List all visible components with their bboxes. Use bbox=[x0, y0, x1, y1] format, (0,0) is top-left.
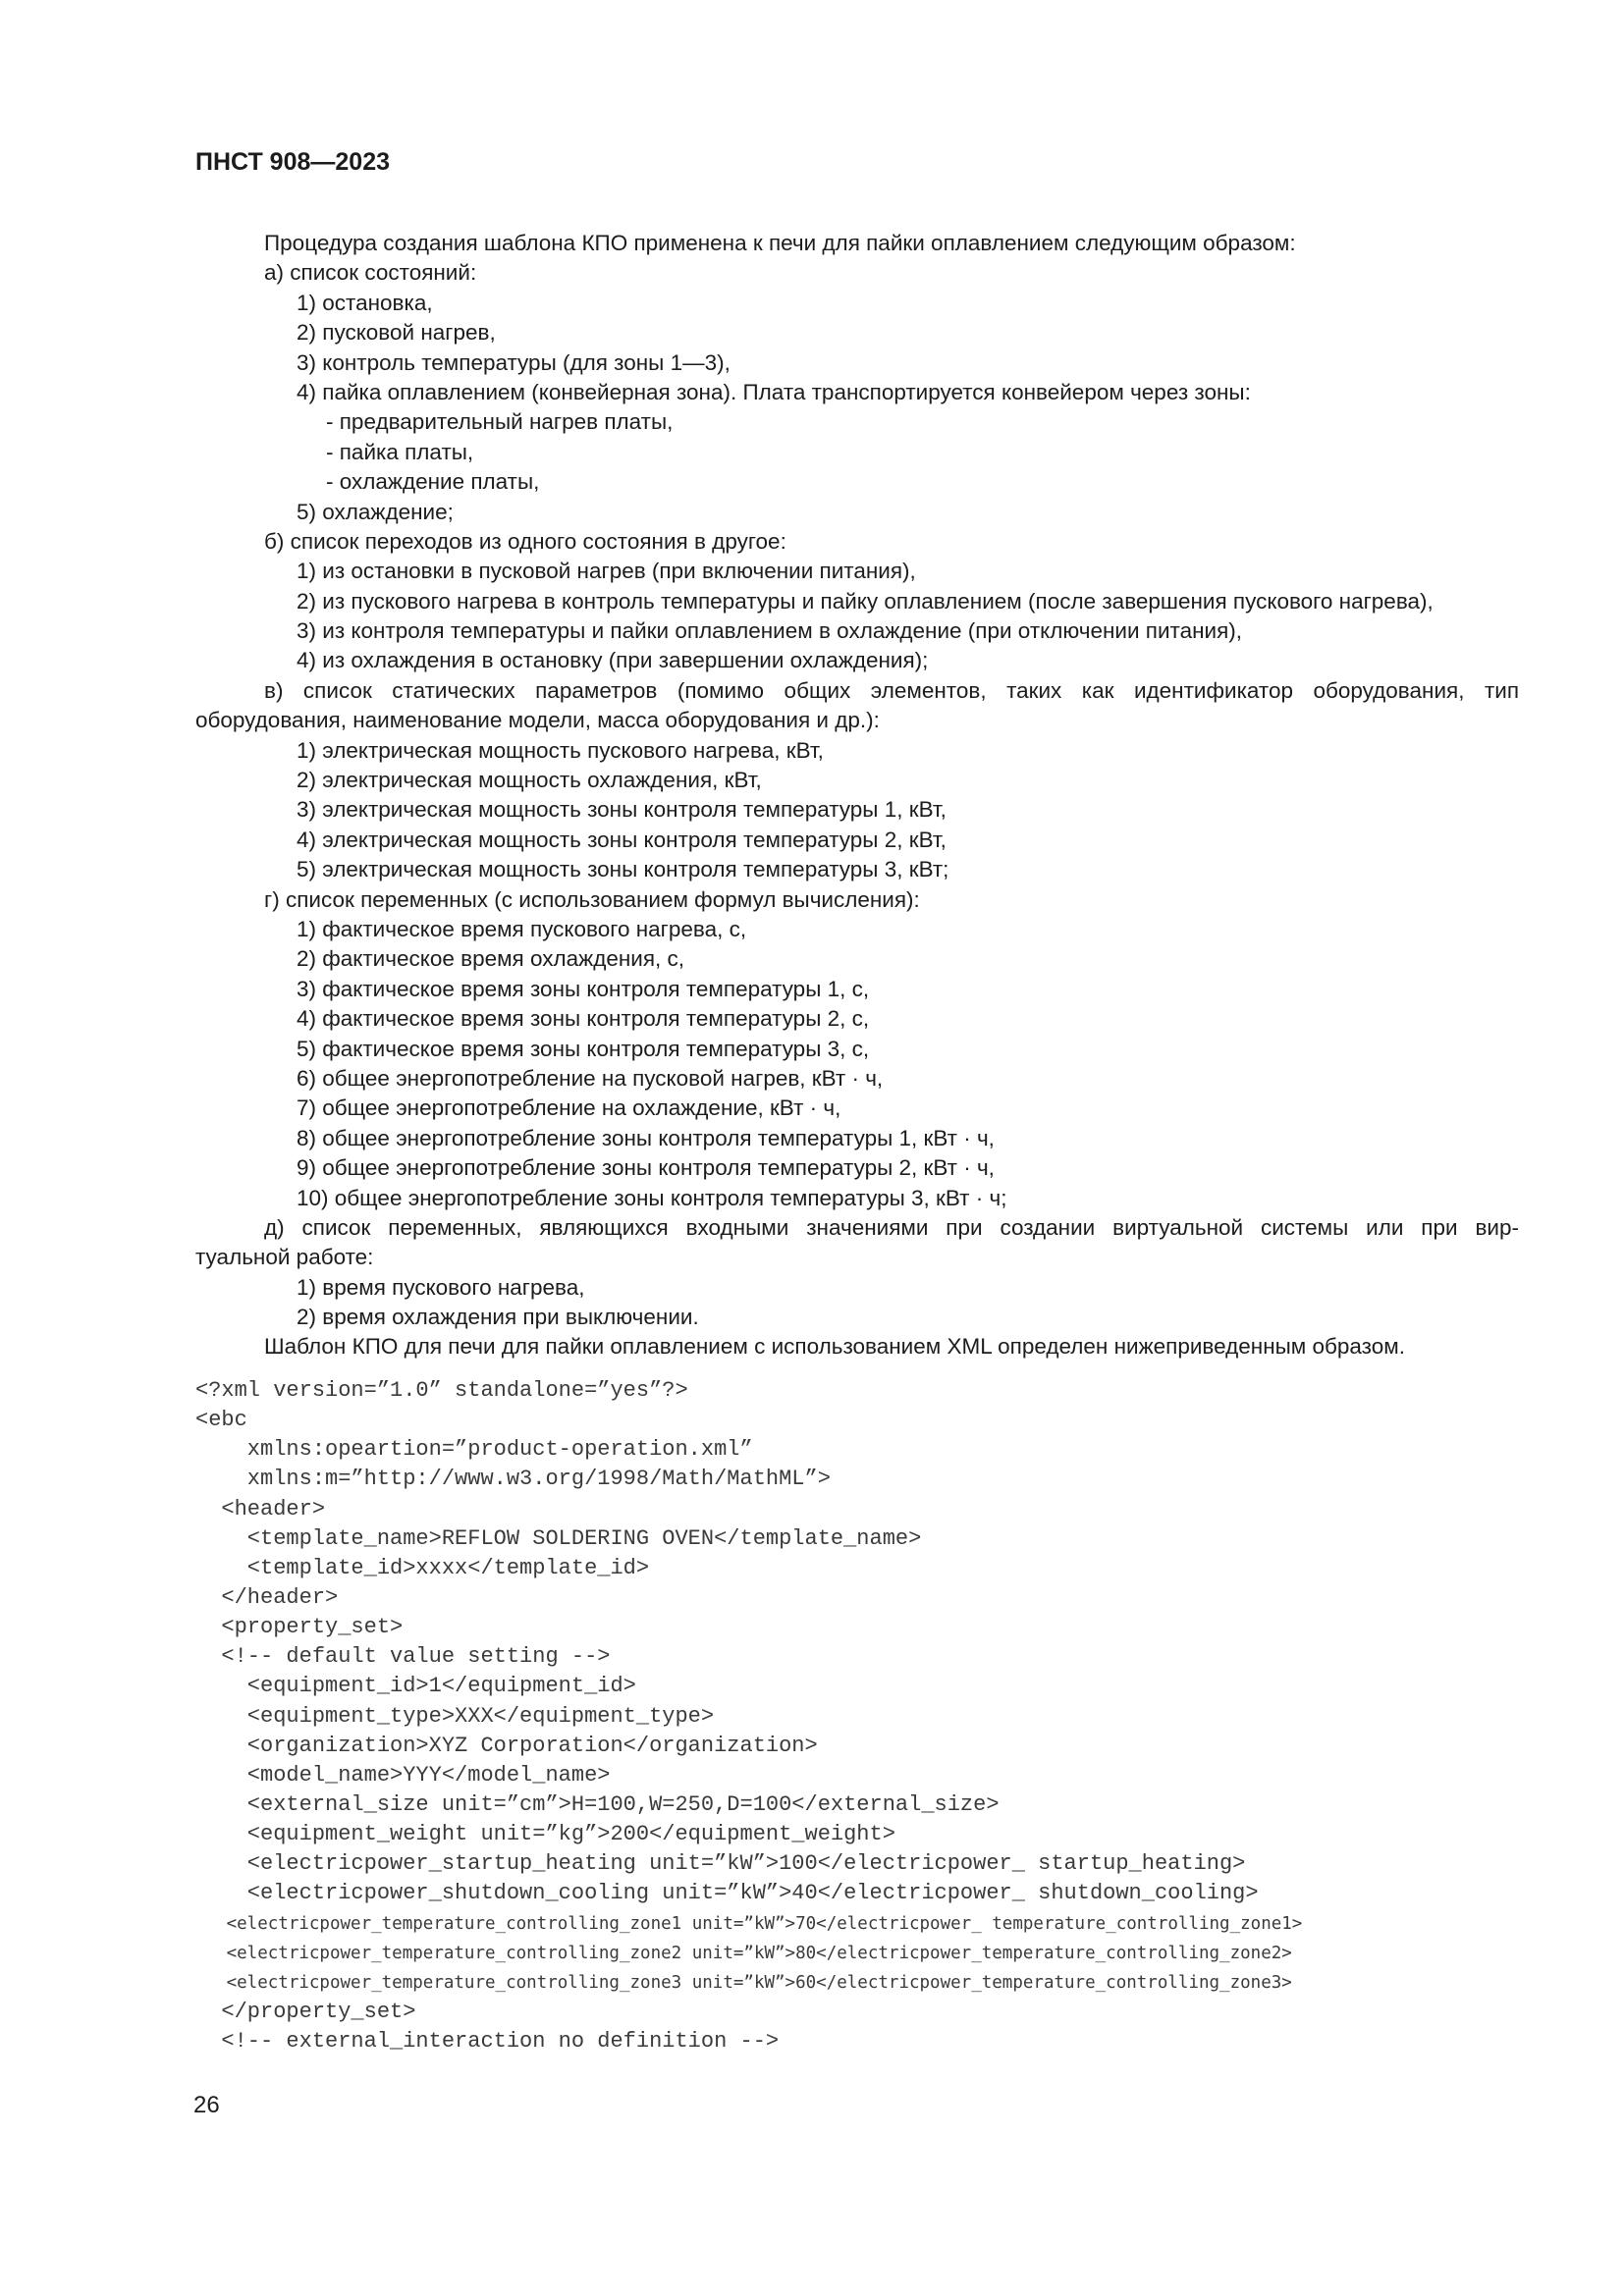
list-item: 5) фактическое время зоны контроля температуры 3, с, bbox=[297, 1036, 870, 1061]
paragraph-intro: Процедура создания шаблона КПО применена к печи для пайки оплавлением следующим образом: bbox=[264, 231, 1296, 255]
code-line: <model_name>YYY</model_name> bbox=[195, 1762, 611, 1788]
list-item: 7) общее энергопотребление на охлаждение, кВт · ч, bbox=[297, 1095, 841, 1121]
code-line: </property_set> bbox=[195, 1999, 416, 2024]
list-item: 9) общее энергопотребление зоны контроля температуры 2, кВт · ч, bbox=[297, 1155, 995, 1181]
page-number: 26 bbox=[193, 2092, 220, 2118]
code-line: xmlns:opeartion=”product-operation.xml” bbox=[195, 1437, 753, 1463]
list-item: 4) фактическое время зоны контроля температуры 2, с, bbox=[297, 1006, 870, 1032]
list-item: 4) пайка оплавлением (конвейерная зона). Плата транспортируется конвейером через зоны: bbox=[297, 379, 1251, 404]
code-line: xmlns:m=”http://www.w3.org/1998/Math/MathML”> bbox=[195, 1467, 831, 1492]
code-line: <template_name>REFLOW SOLDERING OVEN</template_name> bbox=[195, 1525, 922, 1551]
list-item: 2) пусковой нагрев, bbox=[297, 320, 496, 346]
code-line: </header> bbox=[195, 1584, 339, 1610]
list-heading-input-variables: д) список переменных, являющихся входными значениями при создании виртуальной системы или при вир- bbox=[264, 1214, 1519, 1240]
list-item: 8) общее энергопотребление зоны контроля температуры 1, кВт · ч, bbox=[297, 1125, 995, 1150]
code-line: <electricpower_temperature_controlling_zone1 unit=”kW”>70</electricpower_ temperature_controlling_zone1> bbox=[195, 1913, 1303, 1934]
code-line: <!-- external_interaction no definition --> bbox=[195, 2029, 780, 2055]
list-item: 2) время охлаждения при выключении. bbox=[297, 1305, 699, 1330]
list-heading-static-params-cont: оборудования, наименование модели, масса оборудования и др.): bbox=[195, 708, 880, 733]
list-item: 5) охлаждение; bbox=[297, 499, 454, 524]
xml-code-block bbox=[195, 1376, 1527, 2056]
sub-list-item: - пайка платы, bbox=[326, 439, 474, 464]
sub-list-item: - охлаждение платы, bbox=[326, 469, 540, 495]
code-line: <template_id>xxxx</template_id> bbox=[195, 1555, 650, 1580]
list-item: 5) электрическая мощность зоны контроля температуры 3, кВт; bbox=[297, 857, 949, 882]
list-heading-static-params: в) список статических параметров (помимо общих элементов, таких как идентификатор оборудования, тип bbox=[264, 677, 1519, 703]
document-header: ПНСТ 908—2023 bbox=[195, 148, 390, 176]
code-line: <header> bbox=[195, 1496, 326, 1522]
paragraph-xml-intro: Шаблон КПО для печи для пайки оплавлением с использованием XML определен нижеприведенным образом. bbox=[264, 1334, 1405, 1360]
list-item: 2) электрическая мощность охлаждения, кВт, bbox=[297, 768, 762, 793]
code-line: <?xml version=”1.0” standalone=”yes”?> bbox=[195, 1378, 688, 1403]
code-line: <!-- default value setting --> bbox=[195, 1644, 611, 1670]
code-line: <equipment_type>XXX</equipment_type> bbox=[195, 1703, 715, 1729]
list-heading-input-variables-cont: туальной работе: bbox=[195, 1245, 374, 1270]
list-item: 6) общее энергопотребление на пусковой нагрев, кВт · ч, bbox=[297, 1065, 884, 1091]
list-item: 3) фактическое время зоны контроля температуры 1, с, bbox=[297, 976, 870, 1001]
list-item: 2) фактическое время охлаждения, с, bbox=[297, 946, 685, 972]
code-line: <electricpower_startup_heating unit=”kW”>100</electricpower_ startup_heating> bbox=[195, 1851, 1246, 1877]
list-item: 1) время пускового нагрева, bbox=[297, 1274, 585, 1300]
code-line: <electricpower_shutdown_cooling unit=”kW”>40</electricpower_ shutdown_cooling> bbox=[195, 1881, 1259, 1906]
list-item: 1) фактическое время пускового нагрева, с, bbox=[297, 916, 747, 941]
body-text bbox=[195, 229, 1519, 1362]
list-item: 1) остановка, bbox=[297, 290, 433, 315]
code-line: <equipment_id>1</equipment_id> bbox=[195, 1674, 636, 1699]
list-heading-states: а) список состояний: bbox=[264, 260, 477, 286]
code-line: <property_set> bbox=[195, 1615, 404, 1640]
code-line: <electricpower_temperature_controlling_zone3 unit=”kW”>60</electricpower_temperature_controlling_zone3> bbox=[195, 1972, 1292, 1993]
list-item: 1) из остановки в пусковой нагрев (при включении питания), bbox=[297, 559, 916, 584]
list-item: 1) электрическая мощность пускового нагрева, кВт, bbox=[297, 737, 824, 763]
code-line: <external_size unit=”cm”>H=100,W=250,D=100</external_size> bbox=[195, 1791, 1000, 1817]
code-line: <electricpower_temperature_controlling_zone2 unit=”kW”>80</electricpower_temperature_controlling_zone2> bbox=[195, 1943, 1292, 1963]
sub-list-item: - предварительный нагрев платы, bbox=[326, 409, 674, 435]
list-heading-variables: г) список переменных (с использованием формул вычисления): bbox=[264, 886, 920, 912]
list-item: 4) из охлаждения в остановку (при завершении охлаждения); bbox=[297, 648, 929, 673]
code-line: <organization>XYZ Corporation</organization> bbox=[195, 1733, 818, 1758]
list-item: 3) из контроля температуры и пайки оплавлением в охлаждение (при отключении питания), bbox=[297, 618, 1243, 644]
list-item: 4) электрическая мощность зоны контроля температуры 2, кВт, bbox=[297, 827, 947, 852]
list-item: 10) общее энергопотребление зоны контроля температуры 3, кВт · ч; bbox=[297, 1185, 1007, 1210]
list-heading-transitions: б) список переходов из одного состояния в другое: bbox=[264, 528, 786, 554]
list-item: 2) из пускового нагрева в контроль температуры и пайку оплавлением (после завершения пускового нагрева), bbox=[297, 588, 1434, 614]
list-item: 3) контроль температуры (для зоны 1—3), bbox=[297, 349, 731, 375]
code-line: <ebc bbox=[195, 1408, 247, 1433]
code-line: <equipment_weight unit=”kg”>200</equipment_weight> bbox=[195, 1822, 895, 1847]
list-item: 3) электрическая мощность зоны контроля температуры 1, кВт, bbox=[297, 797, 947, 823]
